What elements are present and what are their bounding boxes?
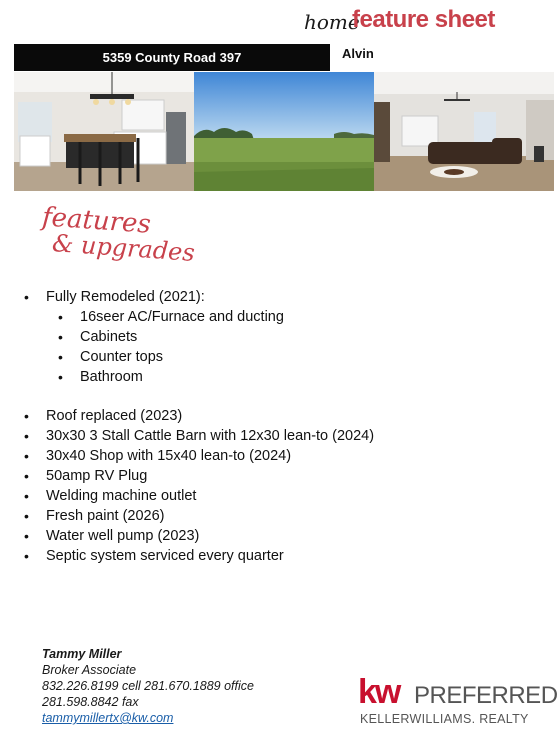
agent-contact <box>42 646 254 726</box>
features-list <box>24 406 374 566</box>
pasture-photo <box>194 72 374 191</box>
address-text: 5359 County Road 397 <box>102 50 242 65</box>
city-text: Alvin <box>342 46 374 61</box>
page-title <box>300 2 558 38</box>
list-item: • Fully Remodeled (2021): <box>24 287 205 307</box>
agent-phones: 832.226.8199 cell 281.670.1889 office <box>42 679 254 693</box>
list-item: • Water well pump (2023) <box>24 526 374 546</box>
title-script-text: home <box>304 10 360 34</box>
features-heading <box>38 200 218 270</box>
address-bar <box>14 44 330 71</box>
list-item: • Welding machine outlet <box>24 486 374 506</box>
title-bold-text: feature sheet <box>352 6 495 33</box>
list-item: • Counter tops <box>58 347 284 367</box>
agent-fax: 281.598.8842 fax <box>42 695 139 709</box>
list-item: • 30x30 3 Stall Cattle Barn with 12x30 lean-to (2024) <box>24 426 374 446</box>
list-item: • 30x40 Shop with 15x40 lean-to (2024) <box>24 446 374 466</box>
logo-brokerage-name: KELLERWILLIAMS. REALTY <box>360 712 529 726</box>
list-item: • Septic system serviced every quarter <box>24 546 374 566</box>
remodel-sublist <box>58 307 284 387</box>
list-item: • Fresh paint (2026) <box>24 506 374 526</box>
list-item: • Roof replaced (2023) <box>24 406 374 426</box>
list-item: • 16seer AC/Furnace and ducting <box>58 307 284 327</box>
features-heading-line2: & upgrades <box>51 229 196 267</box>
remodel-list <box>24 287 205 307</box>
logo-preferred-text: PREFERRED <box>414 682 558 709</box>
living-room-photo <box>374 72 554 191</box>
kw-logo-mark: kw <box>358 673 400 711</box>
kitchen-photo <box>14 72 194 191</box>
features-heading-line1: features <box>41 202 152 240</box>
list-item: • Cabinets <box>58 327 284 347</box>
agent-email-link[interactable]: tammymillertx@kw.com <box>42 711 174 725</box>
list-item: • 50amp RV Plug <box>24 466 374 486</box>
kw-preferred-logo <box>358 673 558 730</box>
agent-name: Tammy Miller <box>42 647 122 661</box>
agent-title: Broker Associate <box>42 663 137 677</box>
list-item: • Bathroom <box>58 367 284 387</box>
